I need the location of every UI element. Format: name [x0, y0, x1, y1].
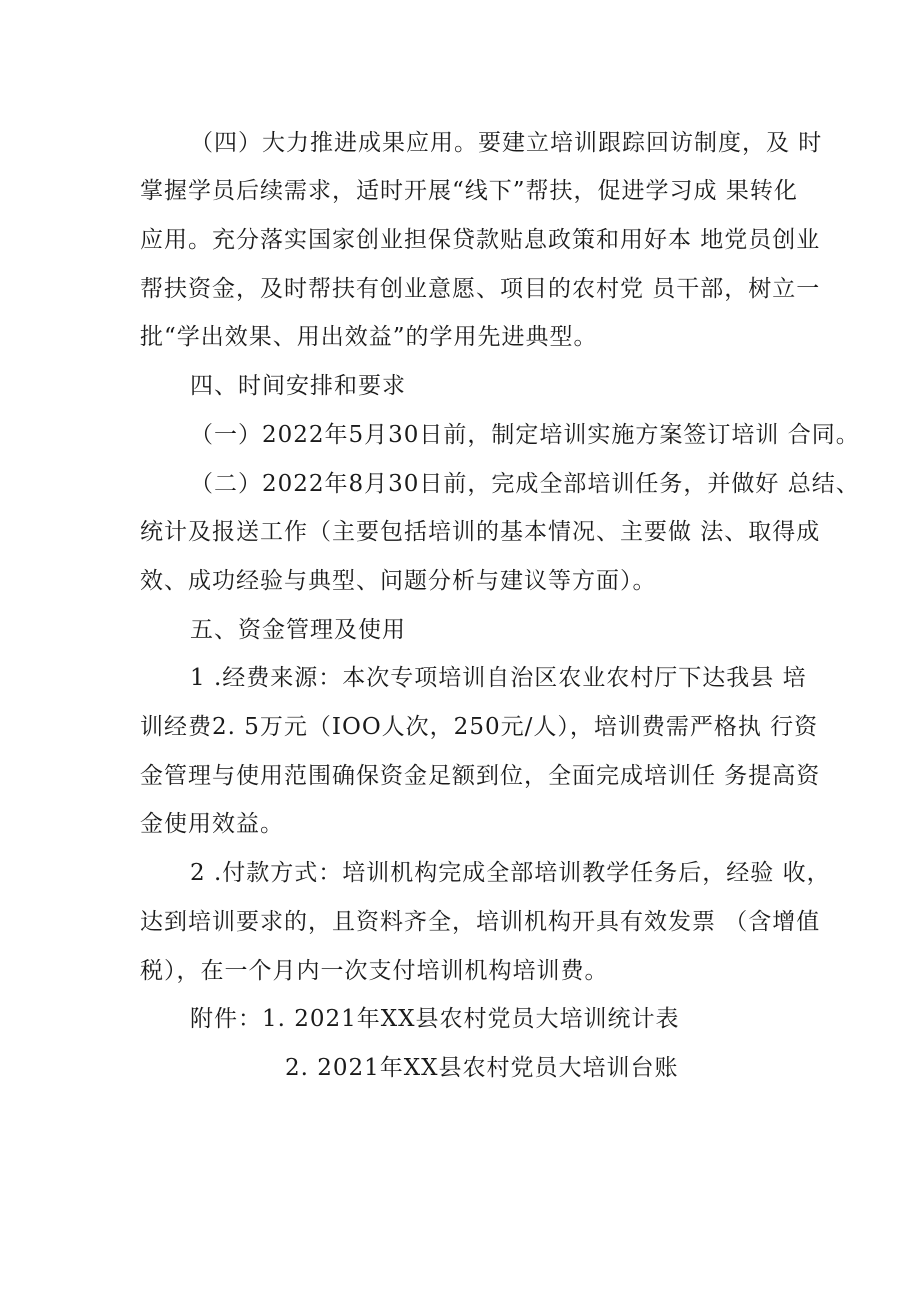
section-heading: 四、时间安排和要求	[190, 373, 406, 399]
paragraph-line: 帮扶资金，及时帮扶有创业意愿、项目的农村党 员干部，树立一	[140, 276, 821, 302]
paragraph-line: （一）2022年5月30日前，制定培训实施方案签订培训 合同。	[190, 422, 860, 448]
paragraph-line: 2 .付款方式：培训机构完成全部培训教学任务后，经验 收，	[190, 860, 831, 886]
paragraph-line: 金管理与使用范围确保资金足额到位，全面完成培训任 务提高资	[140, 763, 821, 789]
attachment-line: 附件：1. 2021年XX县农村党员大培训统计表	[190, 1006, 680, 1032]
paragraph-line: 应用。充分落实国家创业担保贷款贴息政策和用好本 地党员创业	[140, 227, 821, 253]
paragraph-line: （二）2022年8月30日前，完成全部培训任务，并做好 总结、	[190, 471, 860, 497]
paragraph-line: 掌握学员后续需求，适时开展“线下”帮扶，促进学习成 果转化	[140, 178, 798, 204]
attachment-line: 2. 2021年XX县农村党员大培训台账	[285, 1055, 679, 1081]
paragraph-line: （四）大力推进成果应用。要建立培训跟踪回访制度，及 时	[190, 130, 823, 156]
paragraph-line: 效、成功经验与典型、问题分析与建议等方面）。	[140, 568, 657, 594]
section-heading: 五、资金管理及使用	[190, 617, 406, 643]
paragraph-line: 训经费2. 5万元（IOO人次，250元/人），培训费需严格执 行资	[140, 714, 819, 740]
paragraph-line: 达到培训要求的，且资料齐全，培训机构开具有效发票 （含增值	[140, 909, 821, 935]
paragraph-line: 税），在一个月内一次支付培训机构培训费。	[140, 958, 609, 984]
paragraph-line: 统计及报送工作（主要包括培训的基本情况、主要做 法、取得成	[140, 519, 821, 545]
paragraph-line: 1 .经费来源：本次专项培训自治区农业农村厅下达我县 培	[190, 665, 807, 691]
paragraph-line: 批“学出效果、用出效益”的学用先进典型。	[140, 324, 598, 350]
paragraph-line: 金使用效益。	[140, 811, 284, 837]
